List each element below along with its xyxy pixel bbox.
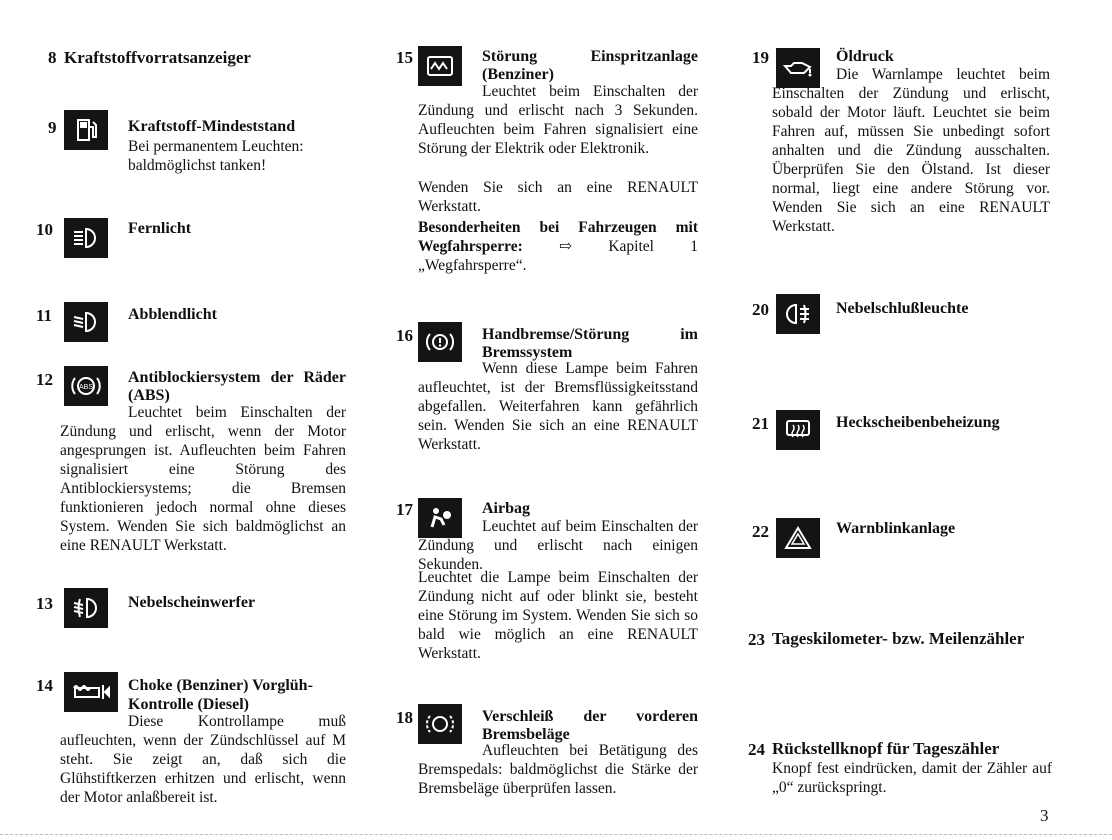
item-title: Handbremse/Störung im Bremssystem bbox=[482, 326, 698, 361]
page-number: 3 bbox=[1040, 806, 1049, 825]
item-number: 22 bbox=[752, 522, 769, 541]
item-text: Leuchtet die Lampe beim Einschalten der Zündung nicht auf oder blinkt sie, besteht eine Störung im System. Wenden Sie sich so bald wie möglich an eine RENAULT Werkstatt. bbox=[418, 569, 698, 662]
note-text: ⇨ Kapitel 1 „Wegfahrsperre“. bbox=[418, 238, 698, 274]
item-number: 13 bbox=[36, 594, 53, 613]
engine-malfunction-icon bbox=[418, 46, 462, 86]
item-note bbox=[418, 218, 698, 275]
item-number: 20 bbox=[752, 300, 769, 319]
item-title: Choke (Benziner) Vorglüh-Kontrolle (Diesel) bbox=[128, 677, 313, 713]
fuel-pump-icon bbox=[64, 110, 108, 150]
rear-window-heating-icon bbox=[776, 410, 820, 450]
fog-light-icon bbox=[64, 588, 108, 628]
item-title: Öldruck bbox=[836, 48, 894, 65]
item-number: 24 bbox=[748, 740, 765, 759]
item-title: Tageskilometer- bzw. Meilenzähler bbox=[772, 629, 1025, 648]
item-text: Aufleuchten bei Betätigung des Bremspedals: baldmöglichst die Stärke der Bremsbeläge überprüfen lassen. bbox=[418, 742, 698, 797]
item-title: Fernlicht bbox=[128, 220, 192, 237]
item-number: 21 bbox=[752, 414, 769, 433]
item-text: Wenn diese Lampe beim Fahren aufleuchtet, ist der Bremsflüssigkeitsstand abgefallen. Weiterfahren kann gefährlich sein. Wenden Sie sich an eine RENAULT Werkstatt. bbox=[418, 360, 698, 453]
item-number: 12 bbox=[36, 370, 53, 389]
item-number: 14 bbox=[36, 676, 53, 695]
item-number: 17 bbox=[396, 500, 413, 519]
item-number: 8 bbox=[48, 48, 57, 67]
item-title: Antiblockiersystem der Räder (ABS) bbox=[128, 369, 346, 404]
item-title: Heckscheibenbeheizung bbox=[836, 414, 1000, 431]
item-number: 10 bbox=[36, 220, 53, 239]
item-text: Knopf fest eindrücken, damit der Zähler auf „0“ zurückspringt. bbox=[772, 760, 1052, 796]
item-title: Rückstellknopf für Tageszähler bbox=[772, 739, 1000, 758]
item-text: Die Warnlampe leuchtet beim Einschalten der Zündung und erlischt, sobald der Motor läuft. Leuchtet sie beim Fahren auf, müssen Sie unbedingt sofort anhalten und die Zündung ausschalten. Überprüfen Sie den Ölstand. Ist dieser normal, liegt eine andere Störung vor. Wenden Sie sich an eine RENAULT Werkstatt. bbox=[772, 66, 1050, 235]
item-number: 23 bbox=[748, 630, 765, 649]
page-edge-divider bbox=[0, 834, 1112, 835]
item-title: Nebelschlußleuchte bbox=[836, 300, 969, 317]
item-title: Abblendlicht bbox=[128, 306, 217, 323]
low-beam-icon bbox=[64, 302, 108, 342]
item-title: Verschleiß der vorderen Bremsbeläge bbox=[482, 708, 698, 743]
item-title: Nebelscheinwerfer bbox=[128, 594, 256, 611]
high-beam-icon bbox=[64, 218, 108, 258]
svg-text:ABS: ABS bbox=[78, 384, 94, 391]
abs-icon bbox=[64, 366, 108, 406]
item-title: Warnblinkanlage bbox=[836, 520, 956, 537]
glow-plug-icon bbox=[64, 672, 118, 712]
item-title: Störung Einspritzanlage (Benziner) bbox=[482, 48, 698, 83]
item-title: Kraftstoffvorratsanzeiger bbox=[64, 48, 251, 67]
item-title: Airbag bbox=[482, 500, 530, 517]
item-text: Bei permanentem Leuchten: baldmöglichst tanken! bbox=[128, 138, 304, 174]
brake-pad-wear-icon bbox=[418, 704, 462, 744]
brake-warning-icon bbox=[418, 322, 462, 362]
item-title: Kraftstoff-Mindeststand bbox=[128, 118, 296, 135]
item-number: 16 bbox=[396, 326, 413, 345]
item-number: 19 bbox=[752, 48, 769, 67]
item-number: 11 bbox=[36, 306, 53, 325]
item-text: Wenden Sie sich an eine RENAULT Werkstatt. bbox=[418, 179, 698, 215]
hazard-warning-icon bbox=[776, 518, 820, 558]
item-text: Leuchtet beim Einschalten der Zündung und erlischt, wenn der Motor angesprungen ist. Aufleuchten beim Fahren signalisiert eine Störung des Antiblockiersystems; die Bremsen funktionieren jedoch normal ohne dieses System. Wenden Sie sich baldmöglichst an eine RENAULT Werkstatt. bbox=[60, 404, 346, 554]
item-text: Leuchtet beim Einschalten der Zündung und erlischt nach 3 Sekunden. Aufleuchten beim Fahren signalisiert eine Störung der Elektrik oder Elektronik. bbox=[418, 83, 698, 157]
rear-fog-light-icon bbox=[776, 294, 820, 334]
item-number: 15 bbox=[396, 48, 413, 67]
note-bold: Besonderheiten bei Fahrzeugen mit Wegfahrsperre: bbox=[418, 219, 698, 255]
item-text: Diese Kontrollampe muß aufleuchten, wenn der Zündschlüssel auf M steht. Sie zeigt an, daß sich die Glühstiftkerzen erhitzen und erlischt, wenn der Motor anlaßbereit ist. bbox=[60, 713, 346, 806]
item-text: Leuchtet auf beim Einschalten der Zündung und erlischt nach einigen Sekunden. bbox=[418, 518, 698, 573]
item-number: 18 bbox=[396, 708, 413, 727]
item-number: 9 bbox=[48, 118, 57, 137]
